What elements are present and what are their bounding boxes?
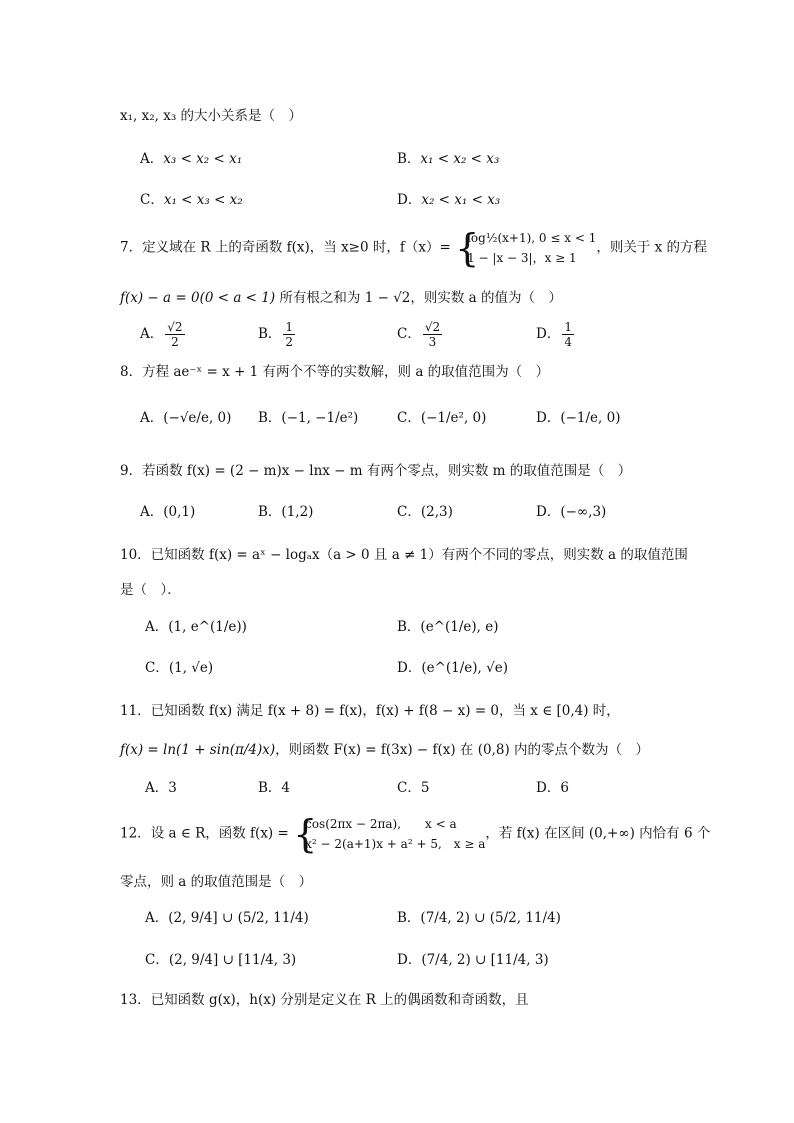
q7-option-d[interactable]: D． $\frac{1}{4}$ xyxy=(536,320,572,349)
q12-option-b[interactable]: B．(7/4, 2) ∪ (5/2, 11/4) xyxy=(397,910,561,926)
q7-piecewise: { log½(x+1), 0 ≤ x < 1 1 − |x − 3|，x ≥ 1 xyxy=(455,226,597,270)
q13-stem: 13．已知函数 g(x)，h(x) 分别是定义在 R 上的偶函数和奇函数，且 xyxy=(120,992,529,1008)
q8-option-c[interactable]: C．(−1/e², 0) xyxy=(397,410,487,426)
q12-stem: 12．设 a ∈ R，函数 f(x) = { cos(2πx − 2πa), x < a x² − 2(a+1)x + a² + 5, x ≥ a ，若 f(x) 在区间 (0,+∞) 内恰有 6 个 xyxy=(120,812,711,856)
q11-option-b[interactable]: B．4 xyxy=(258,780,291,796)
q8-option-a[interactable]: A．(−√e/e, 0) xyxy=(140,410,232,426)
q10-stem-line2: 是（ ）． xyxy=(120,582,181,598)
q6-stem-tail: x₁, x₂, x₃ 的大小关系是（ ） xyxy=(120,108,303,124)
q8-option-b[interactable]: B．(−1, −1/e²) xyxy=(258,410,359,426)
q8-stem: 8．方程 ae⁻ˣ = x + 1 有两个不等的实数解，则 a 的取值范围为（ ） xyxy=(120,364,550,380)
q12-option-a[interactable]: A．(2, 9/4] ∪ (5/2, 11/4) xyxy=(145,910,309,926)
q12-stem-line2: 零点，则 a 的取值范围是（ ） xyxy=(120,874,313,890)
q11-option-c[interactable]: C．5 xyxy=(397,780,430,796)
q7-option-a[interactable]: A． $\frac{√2}{2}$ xyxy=(140,320,183,349)
q6-option-b[interactable]: B．x₁ < x₂ < x₃ xyxy=(397,151,500,167)
q10-option-b[interactable]: B．(e^(1/e), e) xyxy=(397,619,499,635)
q11-stem-line2: f(x) = ln(1 + sin(π/4)x)，则函数 F(x) = f(3x) − f(x) 在 (0,8) 内的零点个数为（ ） xyxy=(120,742,650,758)
q10-option-c[interactable]: C．(1, √e) xyxy=(145,660,214,676)
q6-option-d[interactable]: D．x₂ < x₁ < x₃ xyxy=(397,192,501,208)
q12-piecewise: { cos(2πx − 2πa), x < a x² − 2(a+1)x + a² + 5, x ≥ a xyxy=(293,812,486,856)
q9-stem: 9．若函数 f(x) = (2 − m)x − lnx − m 有两个零点，则实数 m 的取值范围是（ ） xyxy=(120,463,632,479)
q7-option-c[interactable]: C． $\frac{√2}{3}$ xyxy=(397,320,441,349)
q9-option-a[interactable]: A．(0,1) xyxy=(140,504,196,520)
q7-stem-line2: f(x) − a = 0(0 < a < 1) 所有根之和为 1 − √2，则实数 a 的值为（ ） xyxy=(120,290,563,306)
q9-option-c[interactable]: C．(2,3) xyxy=(397,504,453,520)
q10-option-a[interactable]: A．(1, e^(1/e)) xyxy=(145,619,247,635)
q11-option-d[interactable]: D．6 xyxy=(536,780,569,796)
q6-option-c[interactable]: C．x₁ < x₃ < x₂ xyxy=(140,192,243,208)
q10-option-d[interactable]: D．(e^(1/e), √e) xyxy=(397,660,508,676)
q11-stem: 11．已知函数 f(x) 满足 f(x + 8) = f(x)，f(x) + f(8 − x) = 0，当 x ∈ [0,4) 时， xyxy=(120,703,620,719)
q12-option-d[interactable]: D．(7/4, 2) ∪ [11/4, 3) xyxy=(397,952,549,968)
q11-option-a[interactable]: A．3 xyxy=(145,780,177,796)
q9-option-b[interactable]: B．(1,2) xyxy=(258,504,314,520)
q7-option-b[interactable]: B． $\frac{1}{2}$ xyxy=(258,320,294,349)
q9-option-d[interactable]: D．(−∞,3) xyxy=(536,504,607,520)
q6-option-a[interactable]: A．x₃ < x₂ < x₁ xyxy=(140,151,243,167)
q12-option-c[interactable]: C．(2, 9/4] ∪ [11/4, 3) xyxy=(145,952,297,968)
q7-stem: 7．定义域在 R 上的奇函数 f(x)，当 x≥0 时，f（x）= { log½(x+1), 0 ≤ x < 1 1 − |x − 3|，x ≥ 1 ，则关于 x 的方程 xyxy=(120,226,708,270)
q10-stem: 10．已知函数 f(x) = aˣ − logₐx（a > 0 且 a ≠ 1）有两个不同的零点，则实数 a 的取值范围 xyxy=(120,547,688,563)
q8-option-d[interactable]: D．(−1/e, 0) xyxy=(536,410,621,426)
